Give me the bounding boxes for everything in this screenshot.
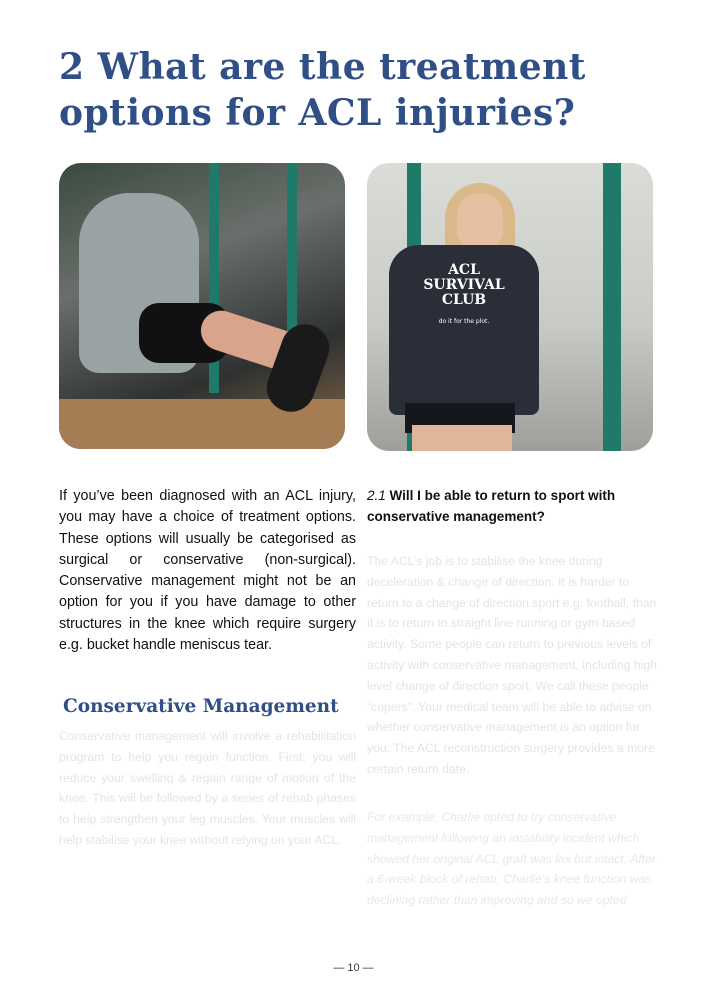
tshirt-line-3: CLUB bbox=[441, 292, 487, 308]
leg-extension-photo bbox=[59, 163, 345, 449]
photo-legs bbox=[412, 425, 512, 451]
tshirt-line-2: SURVIVAL bbox=[423, 277, 505, 293]
question-text: Will I be able to return to sport with conservative management? bbox=[367, 488, 616, 524]
page-title: 2 What are the treatment options for ACL injuries? bbox=[59, 46, 586, 134]
page-number: — 10 — bbox=[333, 962, 374, 974]
tshirt-tagline: do it for the plot. bbox=[438, 318, 490, 325]
charlie-example-text: For example, Charlie opted to try conservative management following an instability incident which showed her original ACL graft was lax but intact. After a 6-week block of rehab, Charlie’s knee function was declining rather than improving and so we opted bbox=[367, 810, 656, 908]
photo-face bbox=[457, 193, 503, 253]
acl-role-text: The ACL’s job is to stabilise the knee during deceleration & change of direction. It is harder to return to a change of direction sport e.g. football, than it is to return to straight line running or gym-based activity. Some people can return to previous levels of activity with conservative management, including high level change of direction sport. We call these people “copers”. Your medical team will be able to advise on whether conservative management is an option for you. The ACL reconstruction surgery provides a more certain return date. bbox=[367, 554, 657, 776]
question-number: 2.1 bbox=[367, 488, 386, 503]
tshirt-line-1: ACL bbox=[448, 262, 480, 278]
conservative-management-heading: Conservative Management bbox=[63, 696, 339, 717]
question-heading bbox=[367, 486, 657, 527]
tshirt-print bbox=[389, 263, 539, 329]
intro-paragraph: If you’ve been diagnosed with an ACL injury, you may have a choice of treatment options. These options will usually be categorised as surgical or conservative (non-surgical). Conservative management might not be an option for you if you have damage to other structures in the knee which require surgery e.g. bucket handle meniscus tear. bbox=[59, 488, 356, 654]
photo-rack bbox=[603, 163, 621, 451]
acl-survival-club-photo bbox=[367, 163, 653, 451]
conservative-management-text: Conservative management will involve a rehabilitation program to help you regain function. First, you will reduce your swelling & regain range of motion of the knee. This will be followed by a series of rehab phases to help strengthen your leg muscles. Your muscles will help stabilise your knee without relying on your ACL. bbox=[59, 729, 356, 847]
